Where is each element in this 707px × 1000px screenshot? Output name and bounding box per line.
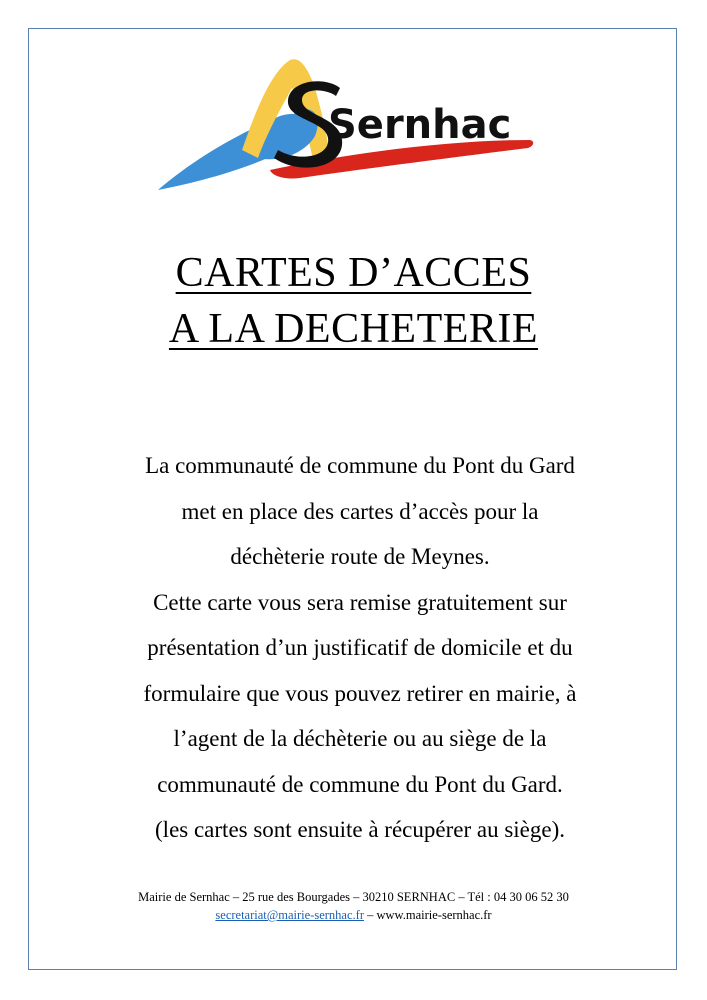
body-line: La communauté de commune du Pont du Gard bbox=[145, 453, 575, 478]
body-line: présentation d’un justificatif de domicile et du bbox=[147, 635, 573, 660]
email-link[interactable]: secretariat@mairie-sernhac.fr bbox=[215, 908, 364, 922]
title-line-1: CARTES D’ACCES bbox=[175, 250, 532, 296]
title-line-2: A LA DECHETERIE bbox=[168, 306, 539, 352]
body-line: Cette carte vous sera remise gratuitement sur bbox=[153, 589, 567, 615]
footer-address: Mairie de Sernhac – 25 rue des Bourgades – 30210 SERNHAC – Tél : 04 30 06 52 30 bbox=[138, 890, 569, 904]
sernhac-logo bbox=[150, 58, 540, 198]
page-title bbox=[0, 245, 707, 357]
logo-text: Sernhac bbox=[328, 102, 512, 148]
website-text: www.mairie-sernhac.fr bbox=[376, 908, 492, 922]
body-line: l’agent de la déchèterie ou au siège de la bbox=[173, 726, 547, 751]
body-line: formulaire que vous pouvez retirer en mairie, à bbox=[143, 680, 577, 706]
footer-contact bbox=[0, 906, 707, 924]
footer-separator: – bbox=[363, 908, 377, 922]
footer bbox=[0, 888, 707, 924]
body-line: communauté de commune du Pont du Gard. bbox=[157, 771, 563, 797]
body-line: met en place des cartes d’accès pour la bbox=[181, 498, 539, 524]
body-paragraph bbox=[100, 443, 620, 853]
body-line: déchèterie route de Meynes. bbox=[230, 544, 490, 569]
body-line: (les cartes sont ensuite à récupérer au siège). bbox=[155, 817, 565, 842]
